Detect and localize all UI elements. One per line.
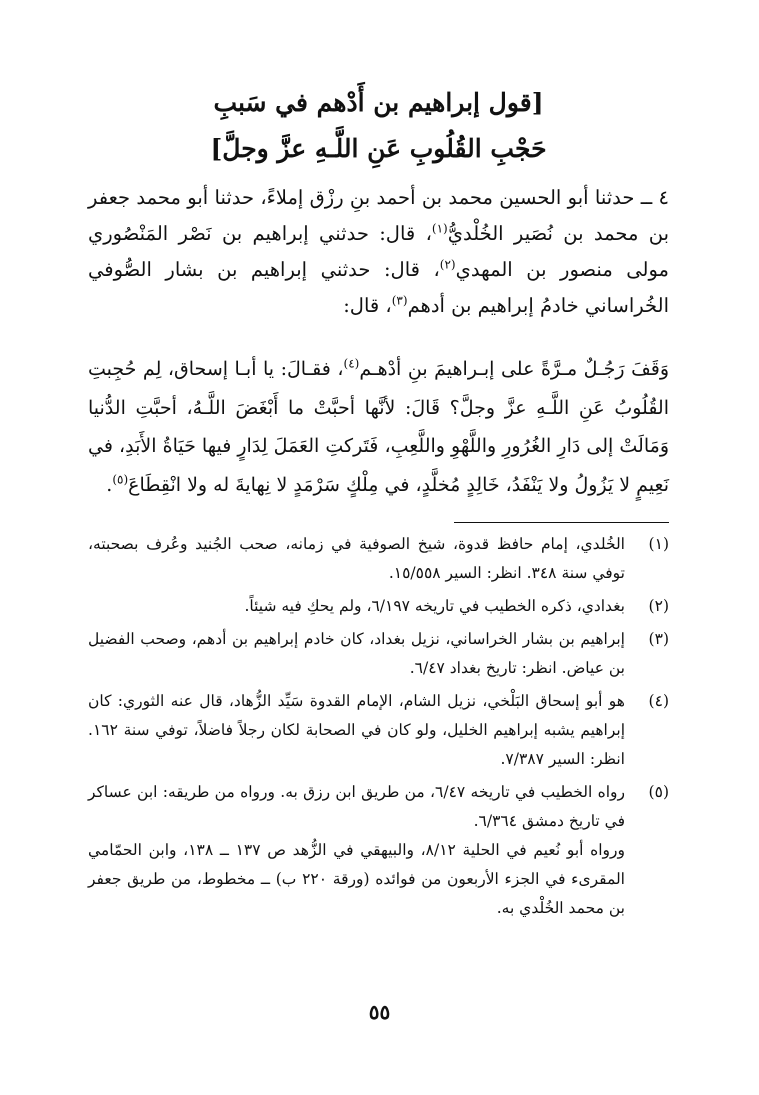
footnote-text	[88, 778, 625, 923]
paragraph-text: ، قال: حدثني إبراهيم بن نَصْر المَنْصُوري مولى منصور بن المهدي	[88, 222, 669, 281]
paragraph-text: ، قال: حدثني إبراهيم بن بشار الصُّوفي الخُراساني خادمُ إبراهيم بن أدهم	[88, 258, 669, 317]
paragraph-text: ، قال:	[343, 294, 392, 317]
footnote-line: الخُلدي، إمام حافظ قدوة، شيخ الصوفية في زمانه، صحب الجُنيد وعُرف بصحبته، توفي سنة ٣٤٨. انظر: السير ١٥/٥٥٨.	[88, 535, 625, 582]
paragraph-text: .	[106, 473, 113, 496]
quote-paragraph	[88, 350, 669, 504]
footnote-text	[88, 530, 625, 588]
footnote-number: (٢)	[648, 597, 669, 615]
section-title	[88, 80, 669, 172]
footnote-ref-4[interactable]: (٤)	[343, 356, 360, 371]
footnote-number: (٤)	[648, 692, 669, 710]
paragraph-text: ، فقـالَ: يا أبـا إسحاق، لِم حُجِبتِ القُلُوبُ عَنِ اللَّـهِ عزَّ وجلَّ؟ قَالَ: لأنَّها أحبَّتْ ما أَبْغَضَ اللَّـهُ، أحبَّتِ الدُّنيا وَمَالَتْ إلى دَارِ الغُرُورِ واللَّهْوِ واللَّعِبِ، فَتَركتِ العَمَلَ لِدَارٍ فيها حَيَاةُ الأَبَدِ، في نَعِيمٍ لا يَزُولُ ولا يَنْفَدُ، خَالِدٍ مُخلَّدٍ، في مِلْكٍ سَرْمَدٍ لا نِهايةَ له ولا انْقِطَاعَ	[88, 358, 669, 496]
footnote-line: ورواه أبو نُعيم في الحلية ٨/١٢، والبيهقي في الزُّهد ص ١٣٧ ــ ١٣٨، وابن الحمّامي المقرىء في الجزء الأربعون من فوائده (ورقة ٢٢٠ ب) ــ مخطوط، من طريق جعفر بن محمد الخُلْدي به.	[88, 841, 625, 917]
footnote-line: هو أبو إسحاق البَلْخي، نزيل الشام، الإمام القدوة سَيِّد الزُّهاد، قال عنه الثوري: كان إبراهيم يشبه إبراهيم الخليل، ولو كان في الصحابة لكان رجلاً فاضلاً، توفي سنة ١٦٢. انظر: السير ٧/٣٨٧.	[88, 692, 625, 768]
footnote-item	[88, 625, 669, 683]
footnote-number: (١)	[648, 535, 669, 553]
narration-chain-paragraph	[88, 180, 669, 324]
footnote-number: (٥)	[648, 783, 669, 801]
footnote-item	[88, 778, 669, 923]
section-title-line-1: [قول إبراهيم بن أَدْهم في سَببِ	[213, 88, 544, 117]
footnote-item	[88, 687, 669, 774]
page-number: ٥٥	[368, 1000, 391, 1024]
footnotes-list	[88, 530, 669, 927]
footnote-number: (٣)	[648, 630, 669, 648]
paragraph-text: وَقَفَ رَجُـلٌ مـرَّةً على إبـراهيمَ بنِ أدْهـم	[359, 358, 669, 380]
footnote-text	[88, 592, 625, 621]
footnote-ref-2[interactable]: (٢)	[439, 257, 456, 272]
footnote-item	[88, 530, 669, 588]
footnote-divider	[454, 522, 669, 523]
section-title-line-2: حَجْبِ القُلُوبِ عَنِ اللَّـهِ عزَّ وجلَّ]	[210, 134, 547, 163]
footnote-ref-1[interactable]: (١)	[431, 221, 448, 236]
footnote-line: إبراهيم بن بشار الخراساني، نزيل بغداد، كان خادم إبراهيم بن أدهم، وصحب الفضيل بن عياض. انظر: تاريخ بغداد ٦/٤٧.	[88, 630, 625, 677]
footnote-ref-3[interactable]: (٣)	[391, 293, 408, 308]
footnote-item	[88, 592, 669, 621]
footnote-text	[88, 625, 625, 683]
footnote-line: بغدادي، ذكره الخطيب في تاريخه ٦/١٩٧، ولم يحكِ فيه شيئاً.	[244, 597, 625, 615]
paragraph-text: ٤ ــ حدثنا أبو الحسين محمد بن أحمد بنِ رزْق إملاءً، حدثنا أبو محمد جعفر بن محمد بن نُصَير الخُلْديُّ	[88, 186, 670, 245]
footnote-text	[88, 687, 625, 774]
footnote-line: رواه الخطيب في تاريخه ٦/٤٧، من طريق ابن رزق به. ورواه من طريقه: ابن عساكر في تاريخ دمشق ٦/٣٦٤.	[88, 783, 626, 830]
footnote-ref-5[interactable]: (٥)	[112, 472, 129, 487]
